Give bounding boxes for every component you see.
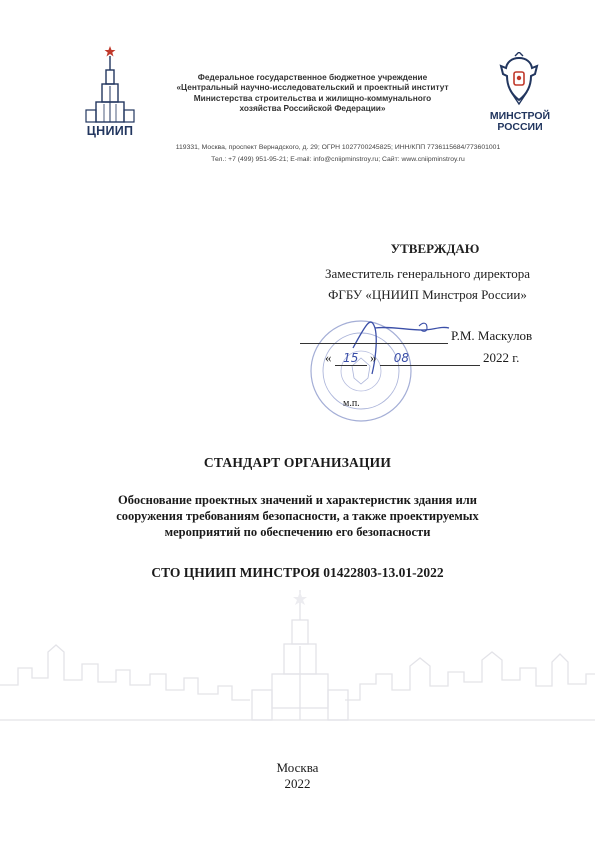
cniip-logo-text: ЦНИИП xyxy=(86,124,134,138)
signature-line xyxy=(300,343,448,344)
org-line: Министерства строительства и жилищно-коммунального xyxy=(193,92,432,103)
org-line: Федеральное государственное бюджетное учреждение xyxy=(197,72,428,82)
document-code: СТО ЦНИИП МИНСТРОЯ 01422803-13.01-2022 xyxy=(151,565,444,580)
approver-position: Заместитель генерального директора xyxy=(324,266,531,281)
org-line: хозяйства Российской Федерации» xyxy=(239,103,386,114)
signatory-name: Р.М. Маскулов xyxy=(451,328,533,343)
document-title: СТАНДАРТ ОРГАНИЗАЦИИ xyxy=(203,455,392,470)
stamp-label: м.п. xyxy=(343,398,360,409)
signature-row xyxy=(300,328,550,344)
subtitle-line: сооружения требованиям безопасности, а также проектируемых xyxy=(116,509,479,523)
minstroy-logo-text xyxy=(484,111,556,133)
minstroy-emblem-icon xyxy=(497,52,541,108)
quote-open: « xyxy=(325,350,332,365)
date-year: 2022 г. xyxy=(483,350,520,365)
contact-address: 119331, Москва, проспект Вернадского, д. 29; ОГРН 1027700245825; ИНН/КПП 7736115684/773601001 xyxy=(175,144,501,151)
org-line: «Центральный научно-исследовательский и проектный институт xyxy=(176,82,449,93)
publication-year: 2022 xyxy=(284,776,311,791)
subtitle-line: Обоснование проектных значений и характеристик здания или xyxy=(118,493,477,507)
date-day: 15 xyxy=(335,351,367,366)
subtitle-line: мероприятий по обеспечению его безопасности xyxy=(164,525,431,539)
document-subtitle xyxy=(90,492,505,540)
approver-organization: ФГБУ «ЦНИИП Минстроя России» xyxy=(328,287,527,302)
publication-place-year xyxy=(0,760,595,792)
quote-close: » xyxy=(370,350,377,365)
city-skyline-watermark xyxy=(0,590,595,760)
date-month: 08 xyxy=(380,351,480,366)
minstroy-logo-line: РОССИИ xyxy=(497,121,543,133)
publication-city: Москва xyxy=(276,760,319,775)
approval-heading: УТВЕРЖДАЮ xyxy=(390,241,480,256)
approval-date xyxy=(325,350,555,366)
minstroy-logo-line: МИНСТРОЙ xyxy=(489,110,551,122)
organization-name xyxy=(150,72,475,114)
contact-phone-email: Тел.: +7 (499) 951-95-21; E-mail: info@cniipminstroy.ru; Сайт: www.cniipminstroy.ru xyxy=(211,156,465,163)
